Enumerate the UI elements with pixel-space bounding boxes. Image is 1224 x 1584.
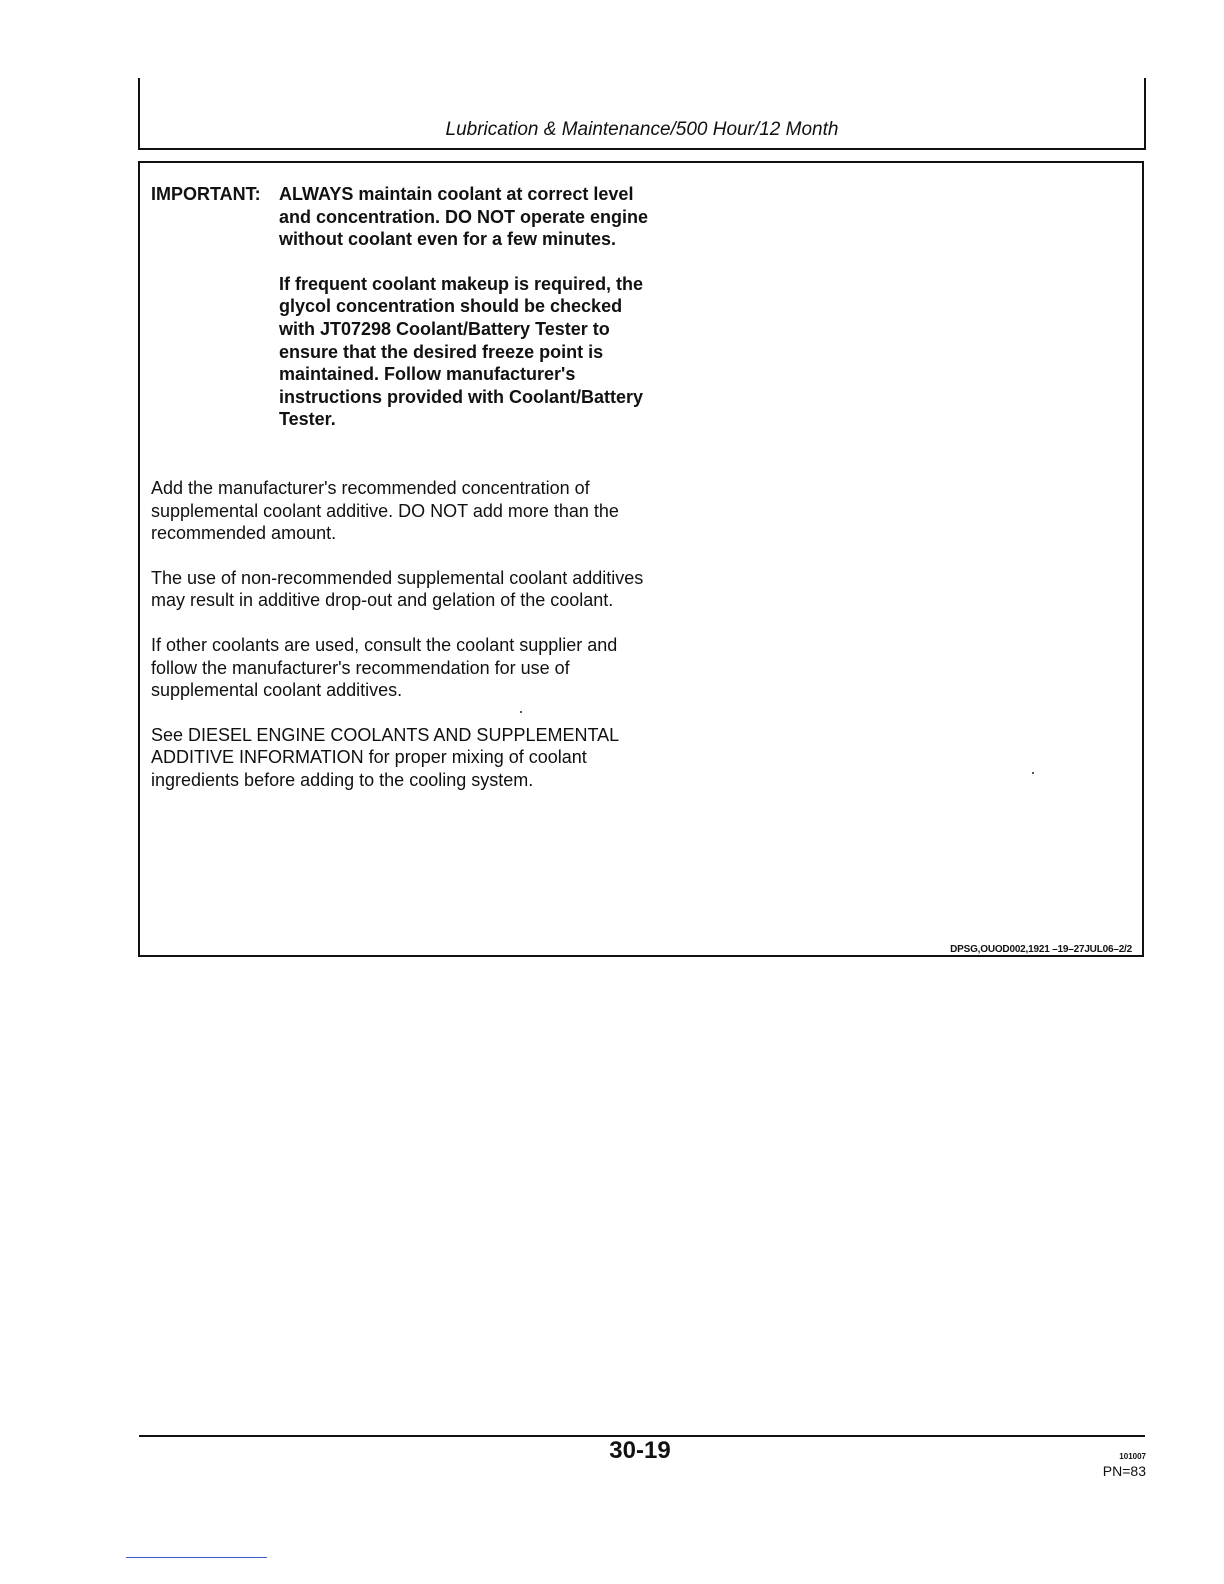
important-paragraph-2: If frequent coolant makeup is required, the glycol concentration should be checked with JT07298 Coolant/Battery Tester to ensure that the desired freeze point is maintained. Follow manufacturer's instructions provided with Coolant/Battery Tester. bbox=[279, 273, 644, 430]
footer-codes bbox=[1103, 1452, 1146, 1480]
bottom-link-underline bbox=[126, 1557, 267, 1558]
body-text bbox=[151, 477, 651, 814]
important-text bbox=[279, 183, 659, 431]
footer-pn: PN=83 bbox=[1102, 1463, 1146, 1479]
header-title: Lubrication & Maintenance/500 Hour/12 Month bbox=[445, 119, 839, 140]
body-paragraph: Add the manufacturer's recommended concentration of supplemental coolant additive. DO NOT add more than the recommended amount. bbox=[151, 478, 619, 544]
important-label: IMPORTANT: bbox=[151, 184, 261, 204]
content-box bbox=[138, 161, 1144, 957]
important-notice bbox=[151, 183, 671, 453]
scan-speck bbox=[520, 711, 522, 713]
body-paragraph: The use of non-recommended supplemental coolant additives may result in additive drop-out and gelation of the coolant. bbox=[151, 567, 644, 611]
page-number: 30-19 bbox=[609, 1437, 671, 1464]
body-paragraph: See DIESEL ENGINE COOLANTS AND SUPPLEMENTAL ADDITIVE INFORMATION for proper mixing of coolant ingredients before adding to the cooling system. bbox=[151, 724, 619, 790]
scan-speck bbox=[1032, 772, 1034, 774]
reference-code: DPSG,OUOD002,1921 –19–27JUL06–2/2 bbox=[950, 944, 1132, 955]
body-paragraph: If other coolants are used, consult the coolant supplier and follow the manufacturer's recommendation for use of supplemental coolant additives. bbox=[151, 634, 618, 701]
page-header bbox=[138, 78, 1146, 150]
important-paragraph-1: ALWAYS maintain coolant at correct level and concentration. DO NOT operate engine without coolant even for a few minutes. bbox=[279, 184, 649, 250]
footer-date-code: 101007 bbox=[1119, 1452, 1146, 1461]
